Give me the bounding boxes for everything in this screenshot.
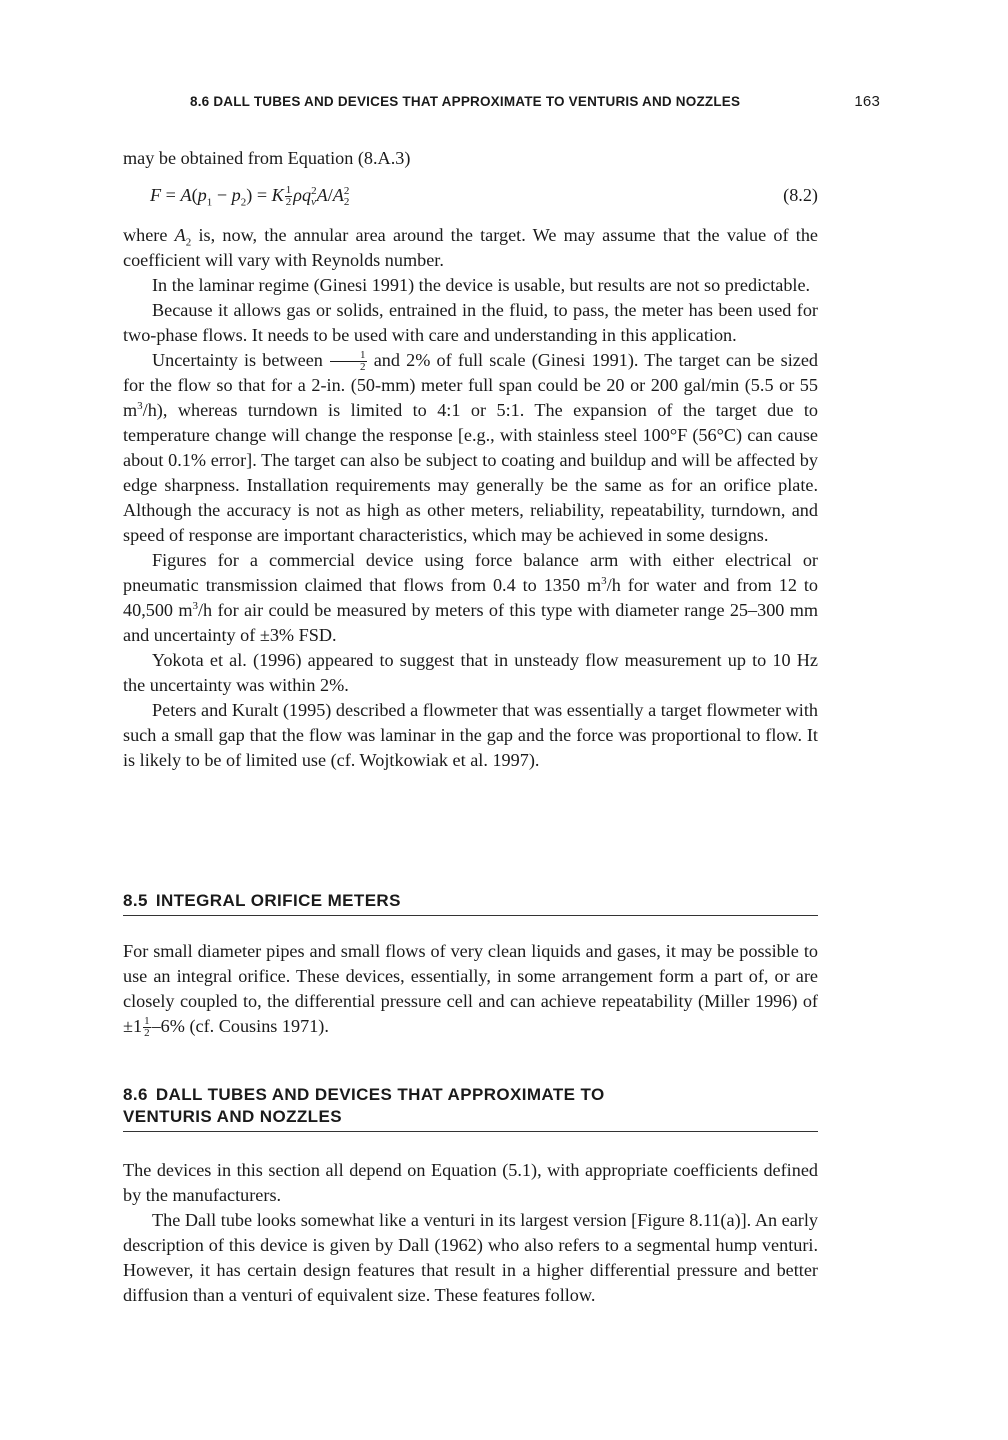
paragraph: For small diameter pipes and small flows of very clean liquids and gases, it may be possible to use an integral orifice. These devices, essentially, in some arrangement form a part of, or are closely coupled to, the differential pressure cell and can achieve repeatability (Miller 1996) of ±1 $\frac{1}{2}$ –6% (cf. Cousins 1971).	[123, 941, 818, 1040]
equation-label: (8.2)	[783, 185, 818, 206]
section-heading-8-5	[123, 890, 818, 916]
body-block-3	[123, 1158, 818, 1308]
section-title-line2: VENTURIS AND NOZZLES	[123, 1107, 342, 1126]
paragraph: where $A_2$ is, now, the annular area around the target. We may assume that the value of the coefficient will vary with Reynolds number.	[123, 225, 819, 270]
section-heading-8-6	[123, 1084, 818, 1132]
paragraph: Because it allows gas or solids, entrained in the fluid, to pass, the meter has been used for two-phase flows. It needs to be used with care and understanding in this application.	[123, 300, 818, 345]
section-number: 8.5	[123, 891, 148, 910]
paragraph: The devices in this section all depend on Equation (5.1), with appropriate coefficients defined by the manufacturers.	[123, 1160, 818, 1205]
running-head-title: 8.6 DALL TUBES AND DEVICES THAT APPROXIMATE TO VENTURIS AND NOZZLES	[190, 94, 741, 109]
running-head	[190, 93, 880, 110]
section-title: INTEGRAL ORIFICE METERS	[155, 891, 401, 910]
body-block-1	[123, 223, 818, 773]
equation-8-2	[150, 182, 818, 208]
page-number: 163	[854, 93, 880, 110]
paragraph: Figures for a commercial device using force balance arm with either electrical or pneumatic transmission claimed that flows from 0.4 to 1350 $m^3/h$ for water and from 12 to 40,500 $m^3/h$ for air could be measured by meters of this type with diameter range 25–300 mm and uncertainty of ±3% FSD.	[123, 550, 819, 646]
section-number: 8.6	[123, 1085, 148, 1104]
paragraph: The Dall tube looks somewhat like a venturi in its largest version [Figure 8.11(a)]. An early description of this device is given by Dall (1962) who also refers to a segmental hump venturi. However, it has certain design features that result in a higher differential pressure and better diffusion than a venturi of equivalent size. These features follow.	[123, 1210, 818, 1305]
intro-text	[123, 146, 818, 171]
paragraph: Uncertainty is between $\frac{1}{2}$ and 2% of full scale (Ginesi 1991). The target can be sized for the flow so that for a 2-in. (50-mm) meter full span could be 20 or 200 gal/min (5.5 or 55 $m^3/h$), whereas turndown is limited to 4:1 or 5:1. The expansion of the target due to temperature change will change the response [e.g., with stainless steel 100°F (56°C) can cause about 0.1% error]. The target can also be subject to coating and buildup and will be affected by edge sharpness. Installation requirements may generally be the same as for an orifice plate. Although the accuracy is not as high as other meters, reliability, repeatability, turndown, and speed of response are important characteristics, which may be achieved in some designs.	[123, 349, 818, 546]
equation-body: $F = A(p_1 - p_2) = K$ $\frac{1}{2}$ ρq 2 v A/A 2 2	[150, 184, 350, 209]
paragraph: In the laminar regime (Ginesi 1991) the device is usable, but results are not so predictable.	[152, 275, 811, 295]
body-block-2	[123, 939, 818, 1039]
section-title-line1: DALL TUBES AND DEVICES THAT APPROXIMATE TO	[155, 1085, 605, 1104]
paragraph: Yokota et al. (1996) appeared to suggest that in unsteady flow measurement up to 10 Hz the uncertainty was within 2%.	[123, 650, 818, 696]
intro-line: may be obtained from Equation (8.A.3)	[123, 148, 411, 168]
paragraph: Peters and Kuralt (1995) described a flowmeter that was essentially a target flowmeter with such a small gap that the flow was laminar in the gap and the force was proportional to flow. It is likely to be of limited use (cf. Wojtkowiak et al. 1997).	[123, 700, 818, 771]
